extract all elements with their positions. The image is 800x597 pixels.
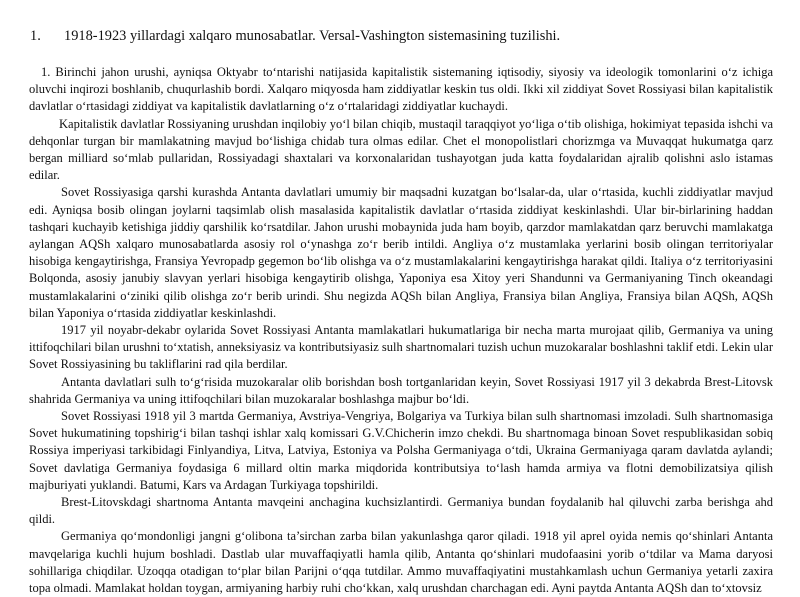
paragraph: Sovet Rossiyasiga qarshi kurashda Antanta davlatlari umumiy bir maqsadni kuzatgan bo‘lsalar-da, ular o‘rtasida, kuchli ziddiyatlar mavjud edi. Ayniqsa bosib olingan joylarni taqsimlab olish masalasida kapitalistik davlatlar o‘rtasida ziddiyat keskinlashdi. Ular bir-birlarining haddan tashqari kuchayib ketishiga jiddiy qarshilik ko‘rsatdilar. Jahon urushi mobaynida juda ham boyib, qarzdor mamlakatdan qarz beruvchi mamlakatga aylangan AQSh xalqaro munosabatlarda asosiy rol o‘ynashga zo‘r berib intildi. Angliya o‘z mustamlaka yerlarini bosib olingan territoriyalar hisobiga kengaytirishga, Fransiya Yevropadp gegemon bo‘lib olishga va o‘z mustamlakalarini kengaytirishga harakat qildi. Italiya o‘z territoriyasini Bolqonda, asosiy janubiy slavyan yerlari hisobiga kengaytirib olishga, Yaponiya esa Xitoy yeri Shandunni va Germaniyaning Tinch okeandagi mustamlakalarini o‘ziniki qilib olishga zo‘r berib urindi. Shu negizda AQSh bilan Angliya, Fransiya bilan Angliya, Fransiya bilan AQSh, AQSh bilan Yaponiya o‘rtasida ziddiyatlar keskinlashdi. [29, 185, 773, 320]
section-heading [30, 27, 560, 45]
paragraph: 1. Birinchi jahon urushi, ayniqsa Oktyabr to‘ntarishi natijasida kapitalistik sistemaning iqtisodiy, siyosiy va ideologik tomonlarini o‘z ichiga oluvchi inqirozi boshlanib, chuqurlashib bordi. Xalqaro miqyosda ham ziddiyatlar keskin tus oldi. Ikki xil ziddiyat Sovet Rossiyasi bilan kapitalistik davlatlar o‘rtasidagi ziddiyat va kapitalistik davlatlarning o‘z o‘rtalaridagi ziddiyatlar kuchaydi. [29, 65, 773, 114]
paragraph: 1917 yil noyabr-dekabr oylarida Sovet Rossiyasi Antanta mamlakatlari hukumatlariga bir necha marta murojaat qilib, Germaniya va uning ittifoqchilari bilan urushni to‘xtatish, anneksiyasiz va kontributsiyasiz sulh shartnomalari tuzish uchun muzokaralar boshlashni taklif etdi. Lekin ular Sovet Rossiyasining bu takliflarini rad qila berdilar. [29, 323, 773, 372]
section-number: 1. [30, 28, 41, 44]
document-body [29, 64, 773, 597]
paragraph: Brest-Litovskdagi shartnoma Antanta mavqeini anchagina kuchsizlantirdi. Germaniya bundan foydalanib hal qiluvchi zarba berishga ahd qildi. [29, 495, 773, 527]
paragraph: Kapitalistik davlatlar Rossiyaning urushdan inqilobiy yo‘l bilan chiqib, mustaqil taraqqiyot yo‘liga o‘tib olishiga, hokimiyat tepasida ishchi va dehqonlar turgan bir mamlakatning mavjud bo‘lishiga chidab tura olmas edilar. Chet el monopolistlari chorizmga va Muvaqqat hukumatga qarz bergan milliard so‘mlab pullaridan, Rossiyadagi shaxtalari va korxonalaridan tushayotgan juda katta foydalaridan ajralib qolishni aslo istamas edilar. [29, 116, 773, 183]
section-title: 1918-1923 yillardagi xalqaro munosabatlar. Versal-Vashington sistemasining tuzilishi. [64, 28, 561, 44]
paragraph: Antanta davlatlari sulh to‘g‘risida muzokaralar olib borishdan bosh tortganlaridan keyin, Sovet Rossiyasi 1917 yil 3 dekabrda Brest-Litovsk shahrida Germaniya va uning ittifoqchilari bilan muzokaralar boshlashga majbur bo‘ldi. [29, 374, 773, 406]
paragraph: Germaniya qo‘mondonligi jangni g‘olibona ta’sirchan zarba bilan yakunlashga qaror qiladi. 1918 yil aprel oyida nemis qo‘shinlari Antanta mavqelariga kuchli hujum boshladi. Dastlab ular muvaffaqiyatli hamla qilib, Antanta qo‘shinlari mudofaasini yorib o‘tdilar va Mama daryosi sohillariga chiqdilar. Uzoqqa otadigan to‘plar bilan Parijni o‘qqa tutdilar. Ammo muvaffaqiyatini mustahkamlash uchun Germaniya yetarli zaxira topa olmadi. Mamlakat holdan toygan, armiyaning harbiy ruhi cho‘kkan, xalq urushdan charchagan edi. Ayni paytda Antanta AQSh dan to‘xtovsiz [29, 529, 773, 596]
paragraph: Sovet Rossiyasi 1918 yil 3 martda Germaniya, Avstriya-Vengriya, Bolgariya va Turkiya bilan sulh shartnomasi imzoladi. Sulh shartnomasiga Sovet hukumatining topshirig‘i bilan tashqi ishlar xalq komissari G.V.Chicherin imzo chekdi. Bu shartnomaga binoan Sovet respublikasidan sobiq Rossiya imperiyasi tarkibidagi Finlyandiya, Litva, Latviya, Estoniya va Polsha Germaniyaga o‘tdi, Ukraina Germaniyaga qaram davlatda aylandi; Sovet davlatiga Germaniya foydasiga 6 millard oltin marka miqdorida kontributsiya to‘lash hamda armiya va flotni demobilizatsiya qilish majburiyati yuklandi. Batumi, Kars va Ardagan Turkiyaga topshirildi. [29, 409, 773, 492]
